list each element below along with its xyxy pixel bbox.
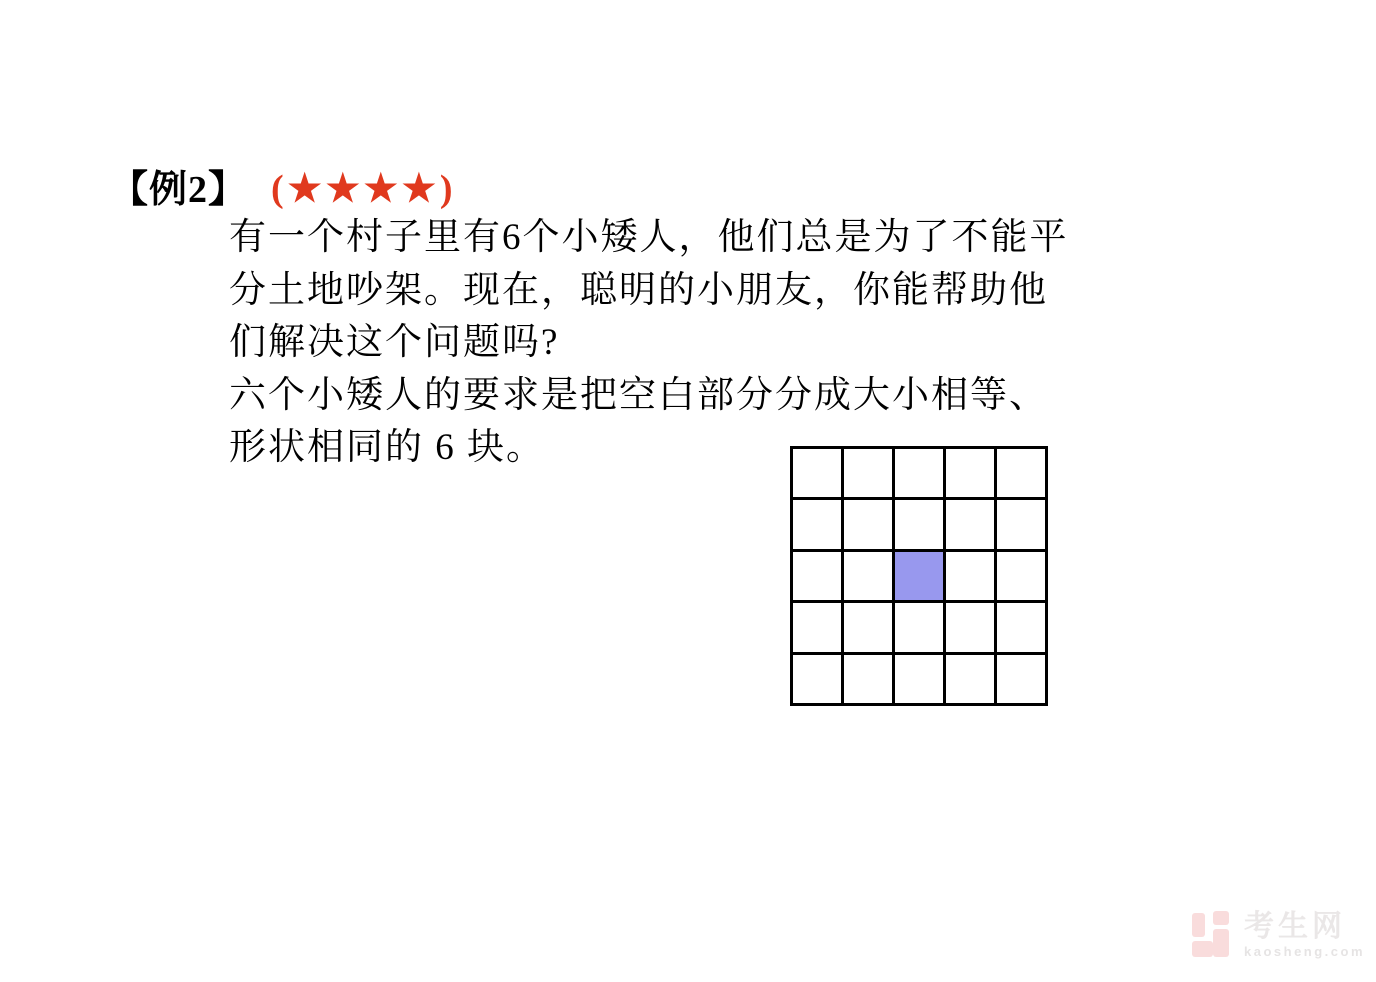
grid-cell — [844, 449, 892, 497]
grid-cell — [793, 655, 841, 703]
logo-block — [1192, 913, 1205, 937]
text-line: 们解决这个问题吗? — [229, 322, 560, 363]
grid-cell — [844, 500, 892, 548]
text-line: 有一个村子里有6个小矮人，他们总是为了不能平 — [229, 217, 1069, 258]
grid-cell — [844, 603, 892, 651]
grid-cell — [946, 449, 994, 497]
logo-block — [1213, 929, 1229, 957]
watermark-site-name: 考生网 — [1244, 910, 1346, 943]
watermark — [1192, 911, 1365, 963]
grid-cell — [895, 500, 943, 548]
difficulty-stars: (★★★★) — [271, 168, 457, 210]
logo-block — [1213, 911, 1229, 925]
text-line: 分土地吵架。现在，聪明的小朋友，你能帮助他 — [229, 269, 1048, 311]
grid-cell — [793, 552, 841, 600]
logo-block — [1192, 941, 1213, 957]
shaded-grid-cell — [895, 552, 943, 600]
example-label: 【例2】 — [110, 169, 248, 211]
grid-cell — [793, 500, 841, 548]
watermark-domain: kaosheng.com — [1244, 944, 1366, 959]
grid-cell — [997, 603, 1045, 651]
grid-cell — [946, 552, 994, 600]
grid-cell — [997, 449, 1045, 497]
grid-cell — [895, 655, 943, 703]
grid-cell — [946, 603, 994, 651]
watermark-text — [1244, 911, 1365, 959]
grid-cell — [793, 603, 841, 651]
grid-cell — [997, 500, 1045, 548]
grid-cell — [844, 552, 892, 600]
text-line: 六个小矮人的要求是把空白部分分成大小相等、 — [229, 374, 1048, 416]
grid-cell — [997, 552, 1045, 600]
example-heading — [110, 158, 457, 213]
kaosheng-logo-icon — [1192, 911, 1234, 963]
grid-cell — [895, 603, 943, 651]
problem-text — [229, 212, 1069, 475]
grid-cell — [997, 655, 1045, 703]
puzzle-grid — [790, 446, 1048, 706]
grid-cell — [946, 500, 994, 548]
grid-cell — [946, 655, 994, 703]
grid-cell — [844, 655, 892, 703]
grid-cell — [895, 449, 943, 497]
text-line: 形状相同的 6 块。 — [229, 427, 545, 468]
grid-cell — [793, 449, 841, 497]
